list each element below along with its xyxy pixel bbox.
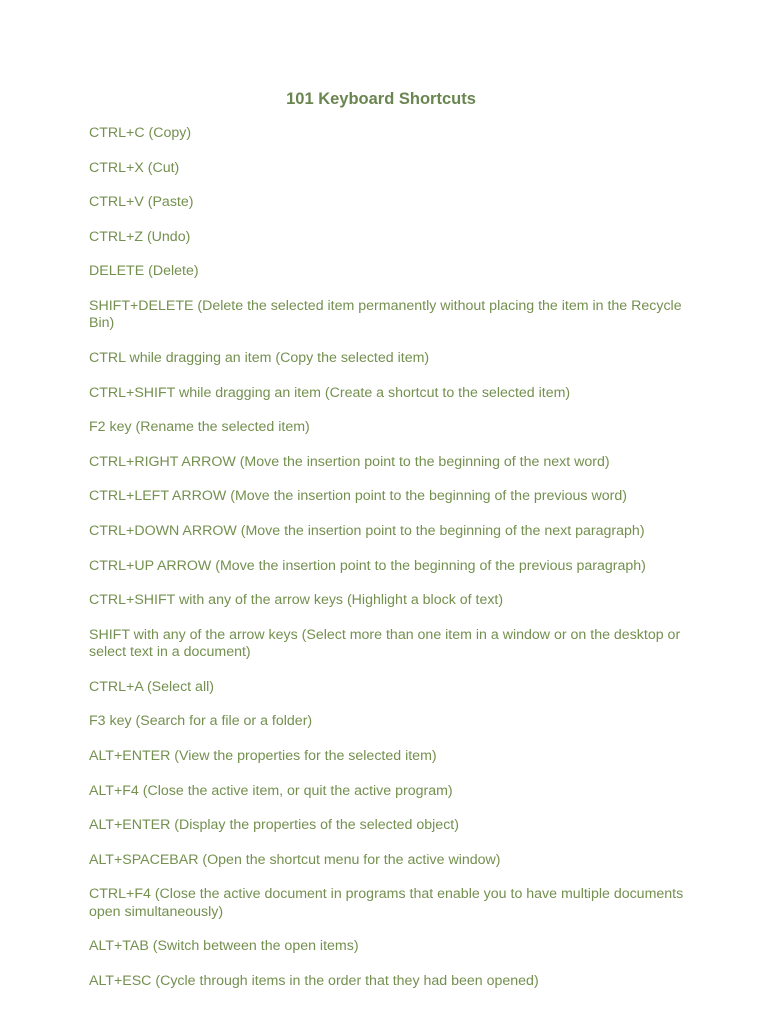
shortcut-item: CTRL+DOWN ARROW (Move the insertion point to the beginning of the next paragraph) [89,522,645,539]
shortcut-item: CTRL+V (Paste) [89,194,194,211]
shortcut-item: ALT+ESC (Cycle through items in the order that they had been opened) [89,972,539,989]
page-title: 101 Keyboard Shortcuts [286,90,476,108]
shortcut-item: ALT+TAB (Switch between the open items) [89,938,359,955]
shortcut-item: CTRL+X (Cut) [89,159,180,176]
shortcut-item: SHIFT with any of the arrow keys (Select more than one item in a window or on the desktop or select text in a document) [89,626,681,661]
shortcut-item: CTRL+LEFT ARROW (Move the insertion point to the beginning of the previous word) [89,488,627,505]
shortcut-item: CTRL while dragging an item (Copy the selected item) [89,349,430,366]
shortcut-item: ALT+F4 (Close the active item, or quit the active program) [89,782,453,799]
shortcut-item: CTRL+SHIFT while dragging an item (Create a shortcut to the selected item) [89,384,571,401]
shortcut-item: SHIFT+DELETE (Delete the selected item permanently without placing the item in the Recycle Bin) [89,297,682,332]
shortcut-list [89,125,689,1007]
shortcut-item: ALT+ENTER (Display the properties of the selected object) [89,817,459,834]
shortcut-item: CTRL+UP ARROW (Move the insertion point to the beginning of the previous paragraph) [89,557,646,574]
shortcut-item: CTRL+A (Select all) [89,678,214,695]
shortcut-item: F3 key (Search for a file or a folder) [89,713,313,730]
shortcut-item: CTRL+F4 (Close the active document in programs that enable you to have multiple documents open simultaneously) [89,886,684,920]
shortcut-item: CTRL+Z (Undo) [89,228,191,245]
shortcut-item: F2 key (Rename the selected item) [89,419,310,436]
shortcut-item: ALT+SPACEBAR (Open the shortcut menu for the active window) [89,851,501,868]
shortcut-item: CTRL+RIGHT ARROW (Move the insertion point to the beginning of the next word) [89,453,610,470]
shortcut-item: CTRL+C (Copy) [89,125,192,141]
shortcut-item: DELETE (Delete) [89,263,199,280]
shortcut-item: CTRL+SHIFT with any of the arrow keys (Highlight a block of text) [89,592,504,609]
shortcut-item: ALT+ENTER (View the properties for the selected item) [89,747,437,764]
